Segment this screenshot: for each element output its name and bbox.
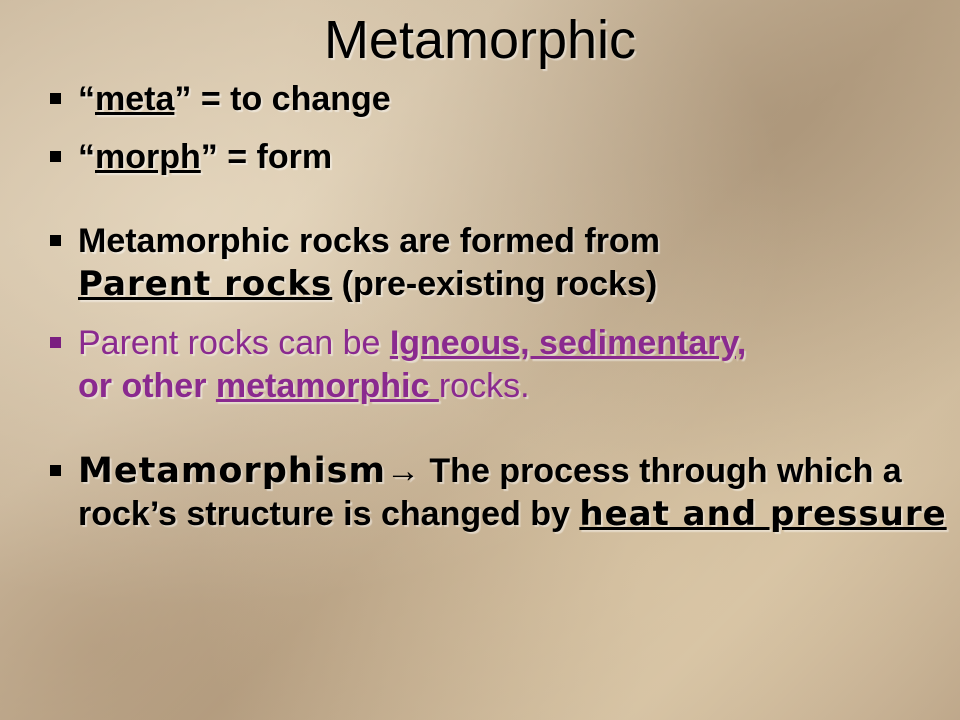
open-quote: “ — [78, 80, 95, 118]
square-bullet-icon — [50, 337, 61, 348]
bullet-metamorphism — [78, 450, 948, 536]
bullet-parent-rocks — [78, 220, 948, 306]
definition-text: = form — [217, 138, 333, 176]
square-bullet-icon — [50, 151, 61, 162]
bullet-end-text: rocks. — [438, 367, 530, 405]
term-morph: morph — [95, 138, 201, 176]
bullet-lead-text: Parent rocks can be — [78, 324, 390, 362]
square-bullet-icon — [50, 465, 61, 476]
bullet-parent-types — [78, 322, 948, 408]
term-meta: meta — [95, 80, 175, 118]
term-heat-and-pressure: heat and pressure — [579, 494, 947, 534]
bullet-text-rest: (pre-existing rocks) — [332, 265, 658, 303]
arrow-icon: → — [385, 452, 420, 490]
term-metamorphic: metamorphic — [215, 367, 439, 405]
slide-title: Metamorphic — [323, 10, 637, 70]
close-quote: ” — [200, 138, 218, 176]
bullet-meta — [78, 78, 948, 121]
definition-text: = to change — [191, 80, 391, 118]
term-igneous-sedimentary: Igneous, sedimentary, — [389, 324, 747, 362]
square-bullet-icon — [50, 235, 61, 246]
square-bullet-icon — [50, 93, 61, 104]
definition-text: The process through which a rock’s structure is changed by — [78, 452, 902, 533]
bullet-morph — [78, 136, 948, 179]
open-quote: “ — [78, 138, 95, 176]
term-parent-rocks: Parent rocks — [78, 264, 333, 304]
bullet-text: Metamorphic rocks are formed from — [78, 222, 660, 260]
close-quote: ” — [174, 80, 192, 118]
term-metamorphism: Metamorphism — [78, 451, 386, 491]
bullet-text-or-other: or other — [78, 367, 216, 405]
